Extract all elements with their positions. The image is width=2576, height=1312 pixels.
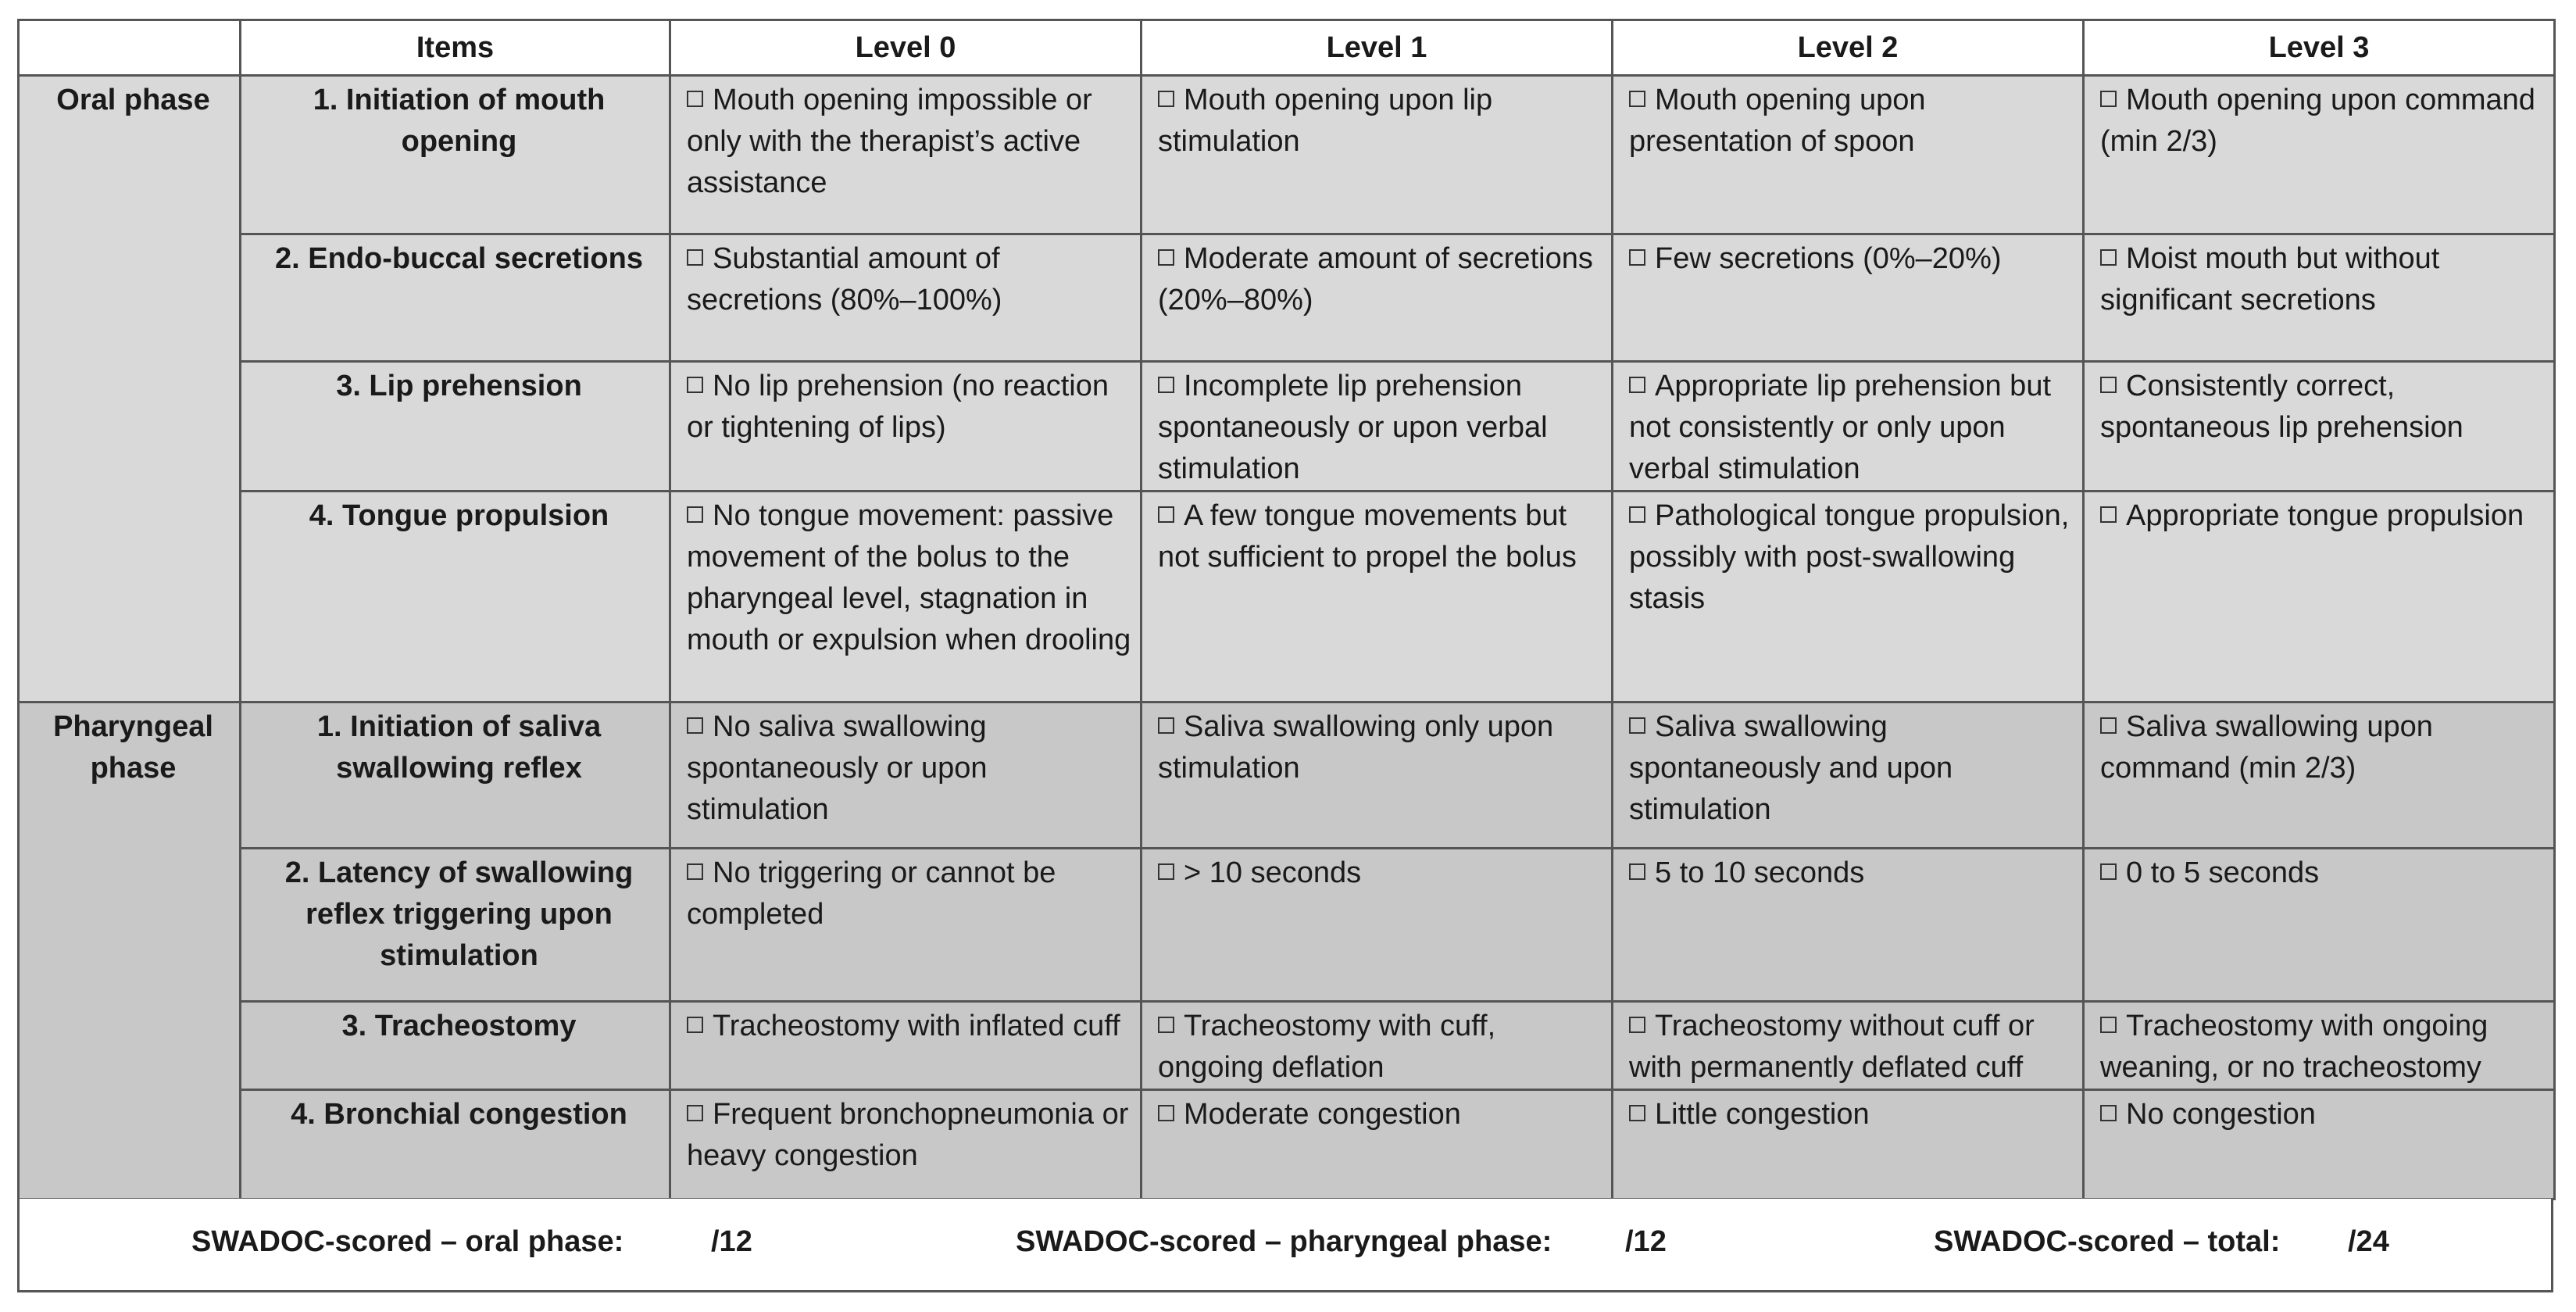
checkbox-icon[interactable]: [1158, 91, 1174, 107]
header-items: Items: [241, 20, 670, 76]
table-row: [19, 702, 2555, 849]
checkbox-icon[interactable]: [1158, 1017, 1174, 1033]
level-cell[interactable]: [1142, 362, 1613, 492]
level-text: Saliva swallowing spontaneously and upon stimulation: [1629, 710, 1953, 826]
checkbox-icon[interactable]: [1629, 506, 1645, 523]
checkbox-icon[interactable]: [687, 717, 703, 734]
level-cell[interactable]: [1613, 76, 2084, 234]
swadoc-form: [17, 19, 2553, 1292]
item-label: 2. Latency of swallowing reflex triggering upon stimulation: [241, 849, 670, 1002]
checkbox-icon[interactable]: [2100, 377, 2117, 393]
level-cell[interactable]: [1142, 1090, 1613, 1199]
checkbox-icon[interactable]: [2100, 863, 2117, 880]
level-cell[interactable]: [1142, 76, 1613, 234]
checkbox-icon[interactable]: [2100, 1105, 2117, 1121]
level-cell[interactable]: [670, 1002, 1142, 1090]
level-text: > 10 seconds: [1184, 856, 1362, 889]
level-cell[interactable]: [2084, 849, 2555, 1002]
checkbox-icon[interactable]: [687, 1105, 703, 1121]
checkbox-icon[interactable]: [1629, 249, 1645, 266]
checkbox-icon[interactable]: [2100, 91, 2117, 107]
level-text: Tracheostomy with cuff, ongoing deflation: [1158, 1010, 1496, 1084]
checkbox-icon[interactable]: [1629, 717, 1645, 734]
level-text: Incomplete lip prehension spontaneously or upon verbal stimulation: [1158, 370, 1548, 485]
level-cell[interactable]: [2084, 1090, 2555, 1199]
oral-score-value: /12: [711, 1225, 752, 1258]
checkbox-icon[interactable]: [1629, 863, 1645, 880]
level-text: Moderate amount of secretions (20%–80%): [1158, 242, 1593, 316]
level-text: Saliva swallowing only upon stimulation: [1158, 710, 1554, 785]
pharyngeal-score-label: SWADOC-scored – pharyngeal phase:: [1016, 1225, 1552, 1258]
checkbox-icon[interactable]: [2100, 717, 2117, 734]
level-cell[interactable]: [2084, 1002, 2555, 1090]
level-text: No lip prehension (no reaction or tightening of lips): [687, 370, 1109, 444]
level-cell[interactable]: [2084, 76, 2555, 234]
total-score-label: SWADOC-scored – total:: [1934, 1225, 2281, 1258]
total-score: [1934, 1225, 2389, 1259]
item-label: 3. Lip prehension: [241, 362, 670, 492]
level-cell[interactable]: [670, 492, 1142, 702]
level-text: Substantial amount of secretions (80%–100%): [687, 242, 1002, 316]
checkbox-icon[interactable]: [1158, 717, 1174, 734]
level-text: Mouth opening upon command (min 2/3): [2100, 84, 2535, 158]
level-cell[interactable]: [1142, 234, 1613, 362]
level-text: Mouth opening upon lip stimulation: [1158, 84, 1493, 158]
level-cell[interactable]: [670, 702, 1142, 849]
level-cell[interactable]: [670, 234, 1142, 362]
checkbox-icon[interactable]: [1629, 1105, 1645, 1121]
level-text: Moderate congestion: [1184, 1098, 1461, 1131]
level-text: Tracheostomy with inflated cuff: [713, 1010, 1120, 1042]
item-label: 4. Bronchial congestion: [241, 1090, 670, 1199]
item-label: 2. Endo-buccal secretions: [241, 234, 670, 362]
level-cell[interactable]: [670, 849, 1142, 1002]
checkbox-icon[interactable]: [1158, 863, 1174, 880]
table-row: [19, 492, 2555, 702]
checkbox-icon[interactable]: [687, 249, 703, 266]
level-text: No triggering or cannot be completed: [687, 856, 1056, 931]
level-text: Frequent bronchopneumonia or heavy congestion: [687, 1098, 1129, 1172]
item-label: 4. Tongue propulsion: [241, 492, 670, 702]
header-level-3: Level 3: [2084, 20, 2555, 76]
level-text: Few secretions (0%–20%): [1655, 242, 2002, 275]
level-cell[interactable]: [1613, 849, 2084, 1002]
level-text: 0 to 5 seconds: [2126, 856, 2320, 889]
header-level-1: Level 1: [1142, 20, 1613, 76]
oral-score: [191, 1225, 752, 1259]
table-row: [19, 849, 2555, 1002]
level-text: Tracheostomy without cuff or with permanently deflated cuff: [1629, 1010, 2035, 1084]
level-text: Mouth opening upon presentation of spoon: [1629, 84, 1926, 158]
level-cell[interactable]: [1142, 492, 1613, 702]
oral-score-label: SWADOC-scored – oral phase:: [191, 1225, 624, 1258]
score-footer: [17, 1199, 2553, 1292]
level-cell[interactable]: [2084, 702, 2555, 849]
header-row: [19, 20, 2555, 76]
level-cell[interactable]: [1142, 849, 1613, 1002]
total-score-value: /24: [2348, 1225, 2389, 1258]
level-cell[interactable]: [2084, 234, 2555, 362]
table-row: [19, 76, 2555, 234]
level-text: Saliva swallowing upon command (min 2/3): [2100, 710, 2433, 785]
item-label: 3. Tracheostomy: [241, 1002, 670, 1090]
level-cell[interactable]: [1613, 1002, 2084, 1090]
swadoc-table: [17, 19, 2556, 1200]
item-label: 1. Initiation of saliva swallowing reflex: [241, 702, 670, 849]
level-text: No tongue movement: passive movement of the bolus to the pharyngeal level, stagnation in mouth or expulsion when drooling: [687, 499, 1131, 656]
level-cell[interactable]: [1613, 492, 2084, 702]
table-row: [19, 362, 2555, 492]
checkbox-icon[interactable]: [2100, 249, 2117, 266]
checkbox-icon[interactable]: [687, 863, 703, 880]
checkbox-icon[interactable]: [687, 1017, 703, 1033]
phase-label-oral: Oral phase: [19, 76, 241, 702]
level-text: Moist mouth but without significant secretions: [2100, 242, 2440, 316]
checkbox-icon[interactable]: [687, 91, 703, 107]
level-cell[interactable]: [1613, 362, 2084, 492]
level-cell[interactable]: [2084, 362, 2555, 492]
level-cell[interactable]: [1142, 702, 1613, 849]
checkbox-icon[interactable]: [687, 506, 703, 523]
header-blank: [19, 20, 241, 76]
level-text: Appropriate tongue propulsion: [2126, 499, 2524, 532]
checkbox-icon[interactable]: [1629, 1017, 1645, 1033]
checkbox-icon[interactable]: [1629, 91, 1645, 107]
level-text: Mouth opening impossible or only with the therapist’s active assistance: [687, 84, 1092, 199]
table-row: [19, 1002, 2555, 1090]
checkbox-icon[interactable]: [2100, 1017, 2117, 1033]
table-row: [19, 234, 2555, 362]
checkbox-icon[interactable]: [1158, 377, 1174, 393]
checkbox-icon[interactable]: [1158, 1105, 1174, 1121]
level-cell[interactable]: [670, 362, 1142, 492]
level-cell[interactable]: [1613, 234, 2084, 362]
item-label: 1. Initiation of mouth opening: [241, 76, 670, 234]
level-cell[interactable]: [1613, 1090, 2084, 1199]
checkbox-icon[interactable]: [687, 377, 703, 393]
level-text: 5 to 10 seconds: [1655, 856, 1865, 889]
checkbox-icon[interactable]: [1158, 249, 1174, 266]
level-text: Consistently correct, spontaneous lip prehension: [2100, 370, 2463, 444]
level-cell[interactable]: [670, 1090, 1142, 1199]
level-text: Appropriate lip prehension but not consistently or only upon verbal stimulation: [1629, 370, 2052, 485]
level-text: Tracheostomy with ongoing weaning, or no tracheostomy: [2100, 1010, 2488, 1084]
header-level-2: Level 2: [1613, 20, 2084, 76]
phase-label-pharyngeal: Pharyngeal phase: [19, 702, 241, 1199]
level-cell[interactable]: [1613, 702, 2084, 849]
header-level-0: Level 0: [670, 20, 1142, 76]
level-cell[interactable]: [2084, 492, 2555, 702]
level-cell[interactable]: [670, 76, 1142, 234]
level-text: No saliva swallowing spontaneously or upon stimulation: [687, 710, 988, 826]
checkbox-icon[interactable]: [2100, 506, 2117, 523]
checkbox-icon[interactable]: [1158, 506, 1174, 523]
level-text: No congestion: [2126, 1098, 2316, 1131]
pharyngeal-score: [1016, 1225, 1667, 1259]
level-text: A few tongue movements but not sufficient to propel the bolus: [1158, 499, 1577, 574]
pharyngeal-score-value: /12: [1625, 1225, 1667, 1258]
level-text: Little congestion: [1655, 1098, 1870, 1131]
table-row: [19, 1090, 2555, 1199]
level-text: Pathological tongue propulsion, possibly with post-swallowing stasis: [1629, 499, 2070, 615]
level-cell[interactable]: [1142, 1002, 1613, 1090]
checkbox-icon[interactable]: [1629, 377, 1645, 393]
